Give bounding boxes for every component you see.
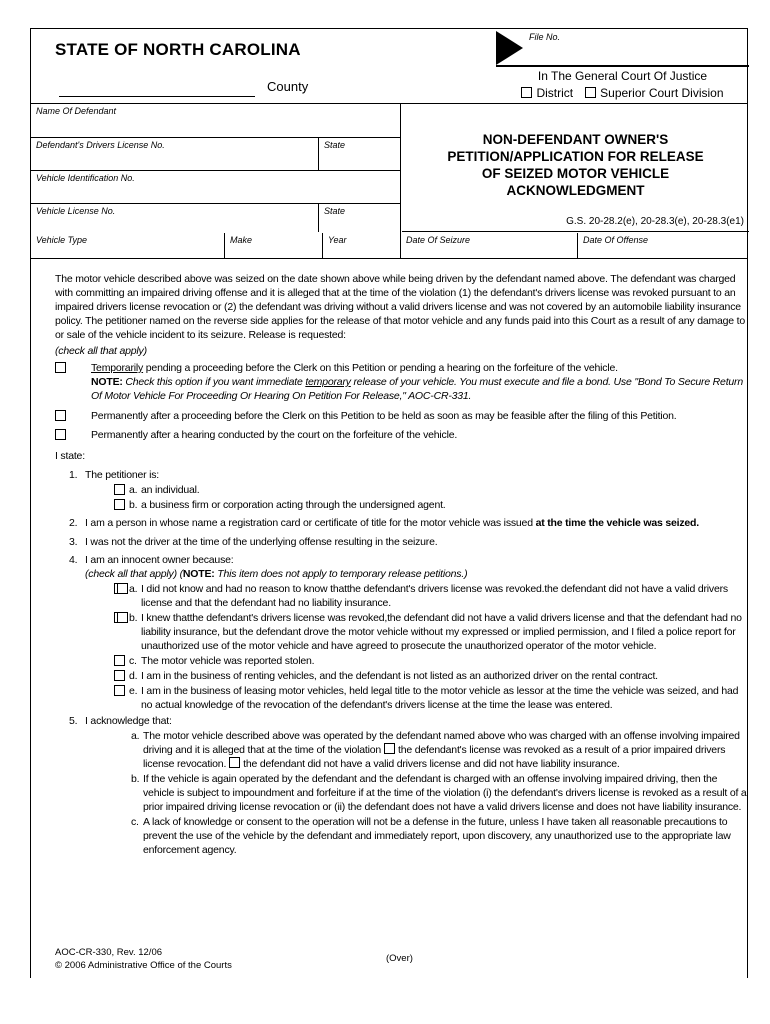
statement-1: [55, 468, 747, 512]
option-a-letter: a.: [129, 484, 138, 496]
statement-5: [55, 714, 747, 857]
petitioner-individual-checkbox[interactable]: [114, 484, 125, 495]
date-of-seizure-field[interactable]: [401, 233, 578, 259]
vehicle-license-field[interactable]: [31, 204, 400, 232]
date-of-seizure-label: Date Of Seizure: [406, 235, 471, 245]
note-label: NOTE:: [91, 376, 123, 388]
innocent-owner-d: [85, 669, 747, 683]
petitioner-individual-text: an individual.: [141, 484, 200, 496]
statement-4-note-pre: (check all that apply) (: [85, 568, 183, 580]
innocent-c-letter: c.: [129, 655, 137, 667]
vehicle-type-field[interactable]: [31, 233, 225, 259]
statement-3-number: 3.: [69, 536, 78, 548]
make-field[interactable]: [225, 233, 323, 259]
form-title-line3: OF SEIZED MOTOR VEHICLE: [481, 166, 670, 181]
division-row: [496, 86, 749, 100]
date-of-offense-label: Date Of Offense: [583, 235, 649, 245]
statement-4-note: [85, 567, 747, 581]
acknowledge-b: [85, 772, 747, 814]
defendant-dl-field[interactable]: [31, 138, 400, 171]
permanent-clerk-option: [55, 409, 747, 423]
vehicle-type-label: Vehicle Type: [36, 235, 88, 245]
statement-2: [55, 516, 747, 530]
statement-4-number: 4.: [69, 554, 78, 566]
innocent-b-mid: the defendant's drivers license was revoked,: [189, 612, 388, 624]
i-state-heading: I state:: [55, 450, 85, 462]
innocent-c-text: The motor vehicle was reported stolen.: [141, 655, 315, 667]
defendant-vehicle-fields: [31, 104, 401, 233]
ack-a-nolicense-checkbox[interactable]: [229, 757, 240, 768]
statement-4-note-post: This item does not apply to temporary release petitions.): [214, 568, 468, 580]
vehicle-license-label: Vehicle License No.: [36, 206, 116, 216]
acknowledge-a: [85, 729, 747, 771]
intro-paragraph: The motor vehicle described above was seized on the date shown above while being driven by the defendant named above. The defendant was charged with committing an impaired driving offense and it is alleged that at the time of the violation (1) the defendant's drivers license was revoked pursuant to an impaired drivers license revocation or (2) the defendant was driving without a valid drivers license and was not covered by an automobile liability insurance policy. The petitioner named on the reverse side applies for the release of that motor vehicle and any funds paid into this Court as a result of any damage to or sale of the vehicle incident to its seizure. Release is requested:: [55, 273, 746, 341]
note-post: release of your vehicle. You must execute and file a bond. Use "Bond To Secure Return Of Motor Vehicle For Proceeding Or Hearing On Petition For Release," AOC-CR-331.: [91, 376, 743, 402]
form-header: [31, 29, 747, 259]
innocent-owner-a: [85, 582, 747, 610]
ack-a-revoked-checkbox[interactable]: [384, 743, 395, 754]
acknowledge-a-pre: The motor vehicle described above was operated by the defendant named above who was charged with an offense involving impaired driving and it is alleged that at the time of the violation: [143, 730, 740, 756]
statement-2-bold: at the time the vehicle was seized.: [535, 517, 699, 529]
statement-3: [55, 535, 747, 549]
district-checkbox[interactable]: [521, 87, 532, 98]
form-number: AOC-CR-330, Rev. 12/06: [55, 947, 163, 958]
innocent-owner-c: [85, 654, 747, 668]
innocent-owner-e: [85, 684, 747, 712]
petitioner-individual-option: [85, 483, 747, 497]
note-pre: Check this option if you want immediate: [122, 376, 306, 388]
innocent-c-checkbox[interactable]: [114, 655, 125, 666]
header-top: [31, 29, 747, 104]
form-title-line4: ACKNOWLEDGMENT: [506, 183, 645, 198]
form-title-line1: NON-DEFENDANT OWNER'S: [482, 132, 669, 147]
form-title-panel: [402, 104, 749, 232]
statute-citations: G.S. 20-28.2(e), 20-28.3(e), 20-28.3(e1): [566, 216, 744, 227]
statement-4-text: I am an innocent owner because:: [85, 554, 234, 566]
statement-3-text: I was not the driver at the time of the underlying offense resulting in the seizure.: [85, 536, 438, 548]
district-label: District: [536, 86, 574, 100]
superior-label: Superior Court Division: [600, 86, 724, 100]
innocent-e-checkbox[interactable]: [114, 685, 125, 696]
innocent-b-pre: I knew that: [141, 612, 190, 624]
year-label: Year: [328, 235, 347, 245]
statement-2-text: I am a person in whose name a registration card or certificate of title for the motor vehicle was issued: [85, 517, 536, 529]
form-body: [31, 260, 749, 857]
over-indicator: (Over): [386, 953, 413, 964]
copyright-line: © 2006 Administrative Office of the Courts: [55, 960, 232, 971]
statement-1-number: 1.: [69, 469, 78, 481]
petitioner-business-checkbox[interactable]: [114, 499, 125, 510]
plate-state-label: State: [324, 206, 346, 216]
innocent-e-letter: e.: [129, 685, 138, 697]
name-of-defendant-field[interactable]: [31, 104, 400, 138]
statement-5-number: 5.: [69, 715, 78, 727]
form-title-line2: PETITION/APPLICATION FOR RELEASE: [447, 149, 704, 164]
vin-label: Vehicle Identification No.: [36, 173, 135, 183]
statement-2-number: 2.: [69, 517, 78, 529]
plate-state-field[interactable]: [318, 204, 400, 232]
permanent-court-text: Permanently after a hearing conducted by the court on the forfeiture of the vehicle.: [91, 429, 458, 441]
acknowledge-a-letter: a.: [131, 730, 140, 742]
innocent-b-post: the defendant did not have a valid drivers license and that the defendant had no liability insurance, but the defendant drove the motor vehicle without my expressed or implied permission, and I filed a police report for unauthorized use of the motor vehicle and have agreed to prosecute the unauthorized operator of the motor vehicle.: [141, 612, 742, 652]
vehicle-detail-row: [31, 233, 749, 259]
dl-state-label: State: [324, 140, 346, 150]
innocent-b-nolicense-checkbox[interactable]: [117, 612, 128, 623]
vin-field[interactable]: [31, 171, 400, 204]
option-b-letter: b.: [129, 499, 138, 511]
innocent-a-letter: a.: [129, 583, 138, 595]
name-of-defendant-label: Name Of Defendant: [36, 106, 117, 116]
innocent-a-mid: the defendant's drivers license was revoked.: [346, 583, 545, 595]
innocent-a-pre: I did not know and had no reason to know that: [141, 583, 347, 595]
dl-state-field[interactable]: [318, 138, 400, 170]
temporarily-rest: pending a proceeding before the Clerk on this Petition or pending a hearing on the forfeiture of the vehicle.: [143, 362, 618, 374]
form-footer: [55, 946, 232, 972]
innocent-owner-b: [85, 611, 747, 653]
acknowledge-c-letter: c.: [131, 816, 139, 828]
acknowledge-c: [85, 815, 747, 857]
acknowledge-c-text: A lack of knowledge or consent to the operation will not be a defense in the future, unless I have taken all reasonable precautions to prevent the use of the vehicle by the defendant and immediately report, upon discovery, any unauthorized use to the appropriate law enforcement agency.: [143, 816, 731, 856]
acknowledge-a-post: the defendant did not have a valid drivers license and did not have liability insurance.: [243, 758, 620, 770]
innocent-b-letter: b.: [129, 612, 138, 624]
petitioner-business-text: a business firm or corporation acting through the undersigned agent.: [141, 499, 446, 511]
defendant-dl-label: Defendant's Drivers License No.: [36, 140, 165, 150]
court-line: In The General Court Of Justice: [537, 69, 708, 83]
temporary-release-option: [55, 361, 747, 403]
innocent-e-text: I am in the business of leasing motor vehicles, held legal title to the motor vehicle as lessor at the time the vehicle was seized, and had no actual knowledge of the revocation of the defendant's drivers license at the time the lease was entered.: [141, 685, 739, 711]
permanent-court-checkbox[interactable]: [55, 429, 66, 440]
statement-4-note-label: NOTE:: [182, 568, 215, 580]
innocent-d-text: I am in the business of renting vehicles, and the defendant is not listed as an authorized driver on the rental contract.: [141, 670, 658, 682]
permanent-court-option: [55, 428, 747, 442]
innocent-a-post: the defendant did not have a valid drivers license and that the defendant had no liability insurance.: [141, 583, 728, 609]
permanent-clerk-checkbox[interactable]: [55, 410, 66, 421]
statement-4: [55, 553, 747, 712]
temporary-release-checkbox[interactable]: [55, 362, 66, 373]
innocent-d-checkbox[interactable]: [114, 670, 125, 681]
permanent-clerk-text: Permanently after a proceeding before the Clerk on this Petition to be held as soon as may be feasible after the filing of this Petition.: [91, 410, 677, 422]
statement-1-text: The petitioner is:: [85, 469, 160, 481]
check-all-note: (check all that apply): [55, 345, 147, 357]
temporarily-lead: Temporarily: [91, 362, 144, 374]
innocent-d-letter: d.: [129, 670, 138, 682]
innocent-a-nolicense-checkbox[interactable]: [117, 583, 128, 594]
form-page: [30, 28, 748, 978]
acknowledge-b-text: If the vehicle is again operated by the defendant and the defendant is charged with an offense involving impaired driving, then the vehicle is subject to impoundment and forfeiture if at the time of the violation (i) the defendant's drivers license is revoked as a result of a prior impaired driving license revocation or (ii) the defendant does not have a valid drivers license and does not have liability insurance.: [143, 773, 747, 813]
acknowledge-b-letter: b.: [131, 773, 140, 785]
statement-5-text: I acknowledge that:: [85, 715, 172, 727]
county-label: County: [267, 79, 309, 94]
date-of-offense-field[interactable]: [578, 233, 749, 259]
arrow-right-icon: [496, 31, 523, 65]
petitioner-business-option: [85, 498, 747, 512]
superior-checkbox[interactable]: [585, 87, 596, 98]
file-no-label: File No.: [529, 32, 561, 42]
make-label: Make: [230, 235, 253, 245]
year-field[interactable]: [323, 233, 401, 259]
note-underlined-word: temporary: [305, 376, 351, 388]
state-title: STATE OF NORTH CAROLINA: [55, 40, 301, 59]
file-no-box[interactable]: [496, 29, 749, 67]
county-input-line[interactable]: [59, 79, 255, 97]
acknowledge-a-mid: the defendant's license was revoked as a result of a prior impaired drivers license revocation.: [143, 744, 726, 770]
